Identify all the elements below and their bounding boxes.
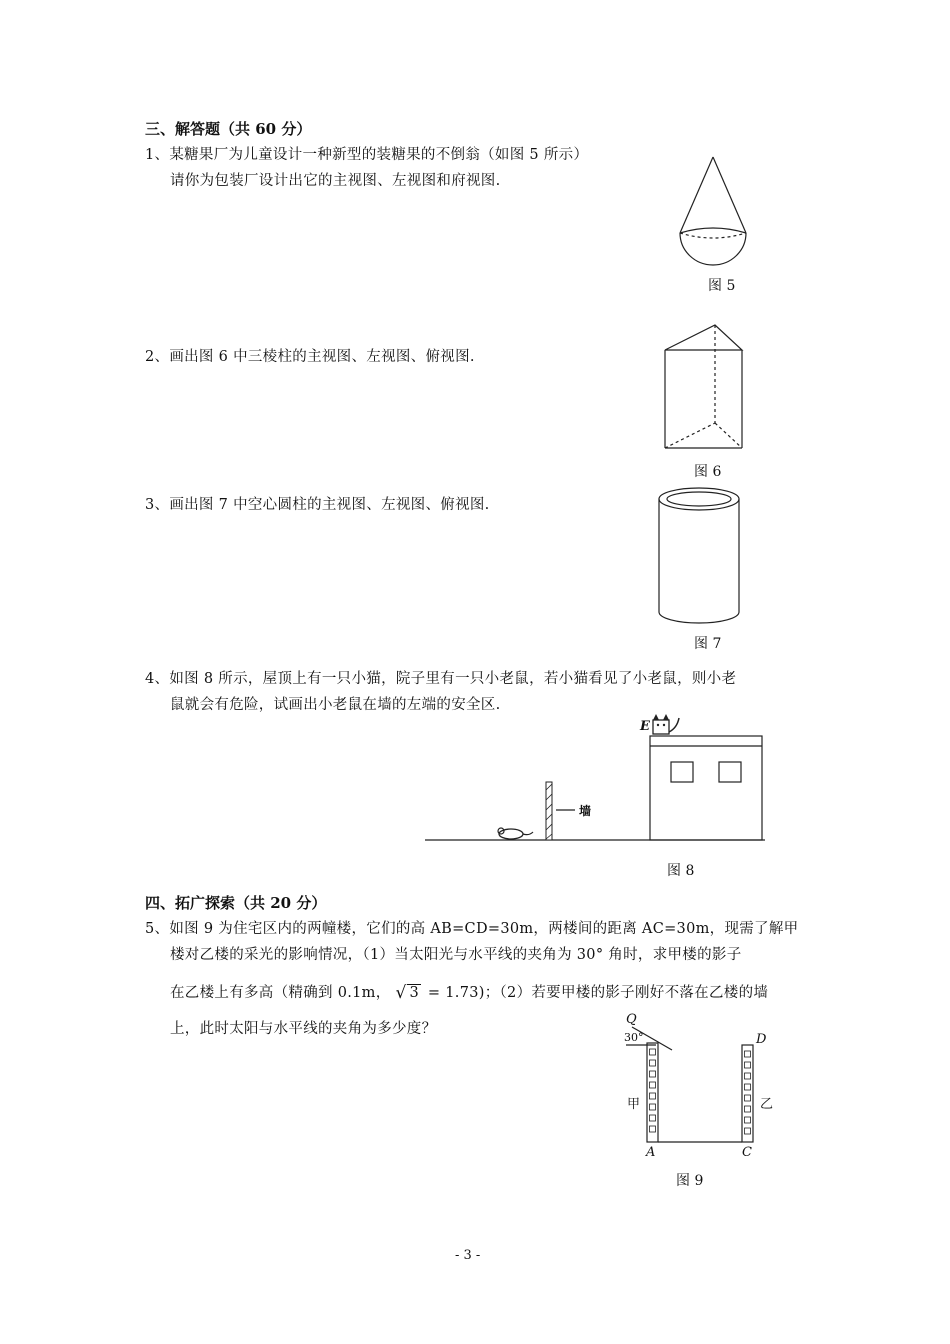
- question-5-line-3: [170, 981, 768, 1002]
- figure-8-caption: 图 8: [667, 863, 695, 879]
- question-5-line-3a: 在乙楼上有多高（精确到 0.1m，: [170, 985, 391, 1001]
- question-5-line-4: 上，此时太阳与水平线的夹角为多少度？: [170, 1021, 437, 1037]
- question-1-line-1: 1、某糖果厂为儿童设计一种新型的装糖果的不倒翁（如图 5 所示）: [145, 147, 589, 163]
- figure-5-tumbler: [675, 155, 755, 265]
- sqrt-value: 3: [409, 985, 419, 1001]
- figure-9-label-a: A: [646, 1145, 656, 1160]
- section-4-heading: 四、拓广探索（共 20 分）: [145, 894, 327, 912]
- figure-6-caption: 图 6: [694, 464, 722, 480]
- figure-9-caption: 图 9: [676, 1173, 704, 1189]
- question-3-line-1: 3、画出图 7 中空心圆柱的主视图、左视图、俯视图.: [145, 497, 490, 513]
- figure-9-label-yi: 乙: [760, 1097, 774, 1112]
- figure-7-hollow-cylinder: [655, 485, 745, 630]
- question-4-line-1: 4、如图 8 所示，屋顶上有一只小猫，院子里有一只小老鼠，若小猫看见了小老鼠，则小老: [145, 671, 737, 687]
- cat-icon: [653, 714, 679, 734]
- wall-icon: [546, 782, 552, 840]
- figure-5-caption: 图 5: [708, 278, 736, 294]
- page-number: - 3 -: [455, 1248, 481, 1263]
- figure-9-label-c: C: [742, 1145, 752, 1160]
- figure-6-triangular-prism: [660, 320, 750, 455]
- question-5-line-1: 5、如图 9 为住宅区内的两幢楼，它们的高 AB=CD=30m，两楼间的距离 AC=30m，现需了解甲: [145, 921, 799, 937]
- figure-9-label-angle: 30°: [624, 1031, 644, 1044]
- figure-8-label-wall: 墙: [579, 804, 592, 818]
- figure-8-label-e: E: [640, 719, 650, 734]
- sqrt-symbol: √ 3: [395, 983, 419, 1003]
- question-5-line-3b: = 1.73)；（2）若要甲楼的影子刚好不落在乙楼的墙: [427, 985, 769, 1001]
- figure-9-label-q: Q: [626, 1012, 637, 1027]
- mouse-icon: [498, 828, 533, 839]
- figure-7-caption: 图 7: [694, 636, 722, 652]
- question-2-line-1: 2、画出图 6 中三棱柱的主视图、左视图、俯视图.: [145, 349, 475, 365]
- figure-8-house-cat-mouse: [425, 712, 775, 847]
- figure-9-label-jia: 甲: [627, 1097, 641, 1112]
- question-1-line-2: 请你为包装厂设计出它的主视图、左视图和府视图.: [170, 173, 501, 189]
- question-5-line-2: 楼对乙楼的采光的影响情况，（1）当太阳光与水平线的夹角为 30° 角时，求甲楼的影子: [170, 947, 742, 963]
- question-4-line-2: 鼠就会有危险，试画出小老鼠在墙的左端的安全区.: [170, 697, 501, 713]
- section-3-heading: 三、解答题（共 60 分）: [145, 120, 312, 138]
- figure-9-label-d: D: [756, 1032, 767, 1047]
